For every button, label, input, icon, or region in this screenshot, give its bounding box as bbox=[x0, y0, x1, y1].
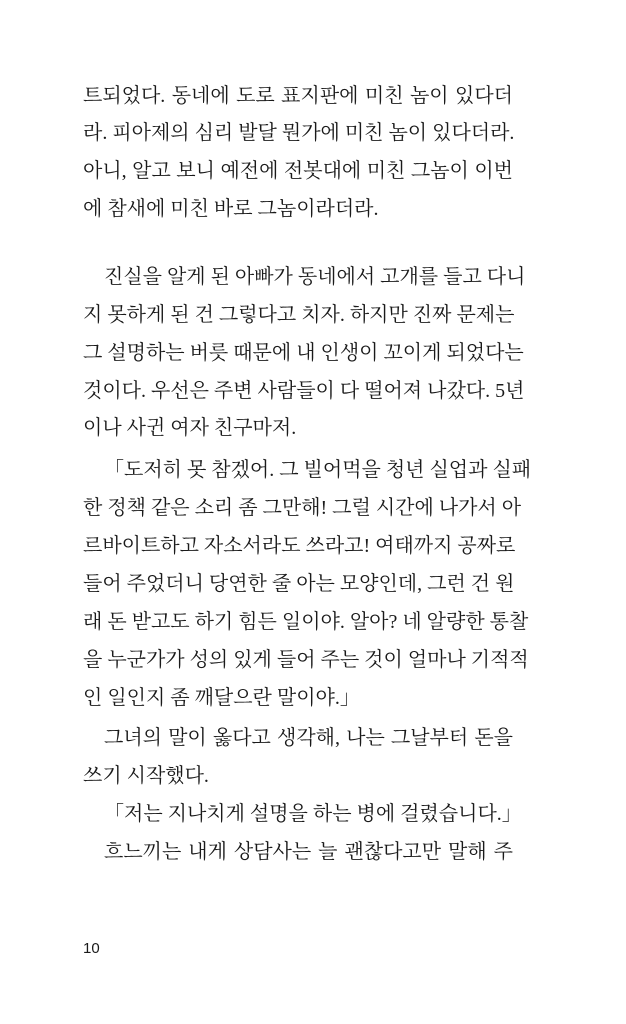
text-line: 을 누군가가 성의 있게 들어 주는 것이 얼마나 기적적 bbox=[83, 649, 529, 671]
text-line: 것이다. 우선은 주변 사람들이 다 떨어져 나갔다. 5년 bbox=[83, 380, 525, 402]
text-line: 그 설명하는 버릇 때문에 내 인생이 꼬이게 되었다는 bbox=[83, 342, 524, 364]
text-line: 르바이트하고 자소서라도 쓰라고! 여태까지 공짜로 bbox=[83, 535, 516, 557]
text-line: 그녀의 말이 옳다고 생각해, 나는 그날부터 돈을 bbox=[104, 727, 513, 749]
text-line: 들어 주었더니 당연한 줄 아는 모양인데, 그런 건 원 bbox=[83, 573, 515, 595]
text-line: 「저는 지나치게 설명을 하는 병에 걸렸습니다.」 bbox=[104, 803, 522, 825]
text-line: 아니, 알고 보니 예전에 전봇대에 미친 그놈이 이번 bbox=[83, 160, 513, 182]
text-line: 래 돈 받고도 하기 힘든 일이야. 알아? 네 알량한 통찰 bbox=[83, 611, 529, 633]
text-line: 「도저히 못 참겠어. 그 빌어먹을 청년 실업과 실패 bbox=[104, 459, 532, 481]
text-line: 에 참새에 미친 바로 그놈이라더라. bbox=[83, 198, 379, 220]
text-line: 라. 피아제의 심리 발달 뭔가에 미친 놈이 있다더라. bbox=[83, 122, 515, 144]
text-line: 진실을 알게 된 아빠가 동네에서 고개를 들고 다니 bbox=[104, 266, 526, 288]
text-line: 흐느끼는 내게 상담사는 늘 괜찮다고만 말해 주 bbox=[104, 841, 513, 863]
text-line: 이나 사귄 여자 친구마저. bbox=[83, 417, 297, 439]
text-line: 인 일인지 좀 깨달으란 말이야.」 bbox=[83, 687, 360, 709]
page-number: 10 bbox=[83, 940, 100, 957]
text-line: 쓰기 시작했다. bbox=[83, 765, 209, 787]
text-line: 지 못하게 된 건 그렇다고 치자. 하지만 진짜 문제는 bbox=[83, 304, 515, 326]
text-line: 트되었다. 동네에 도로 표지판에 미친 놈이 있다더 bbox=[83, 85, 513, 107]
text-line: 한 정책 같은 소리 좀 그만해! 그럴 시간에 나가서 아 bbox=[83, 497, 522, 519]
